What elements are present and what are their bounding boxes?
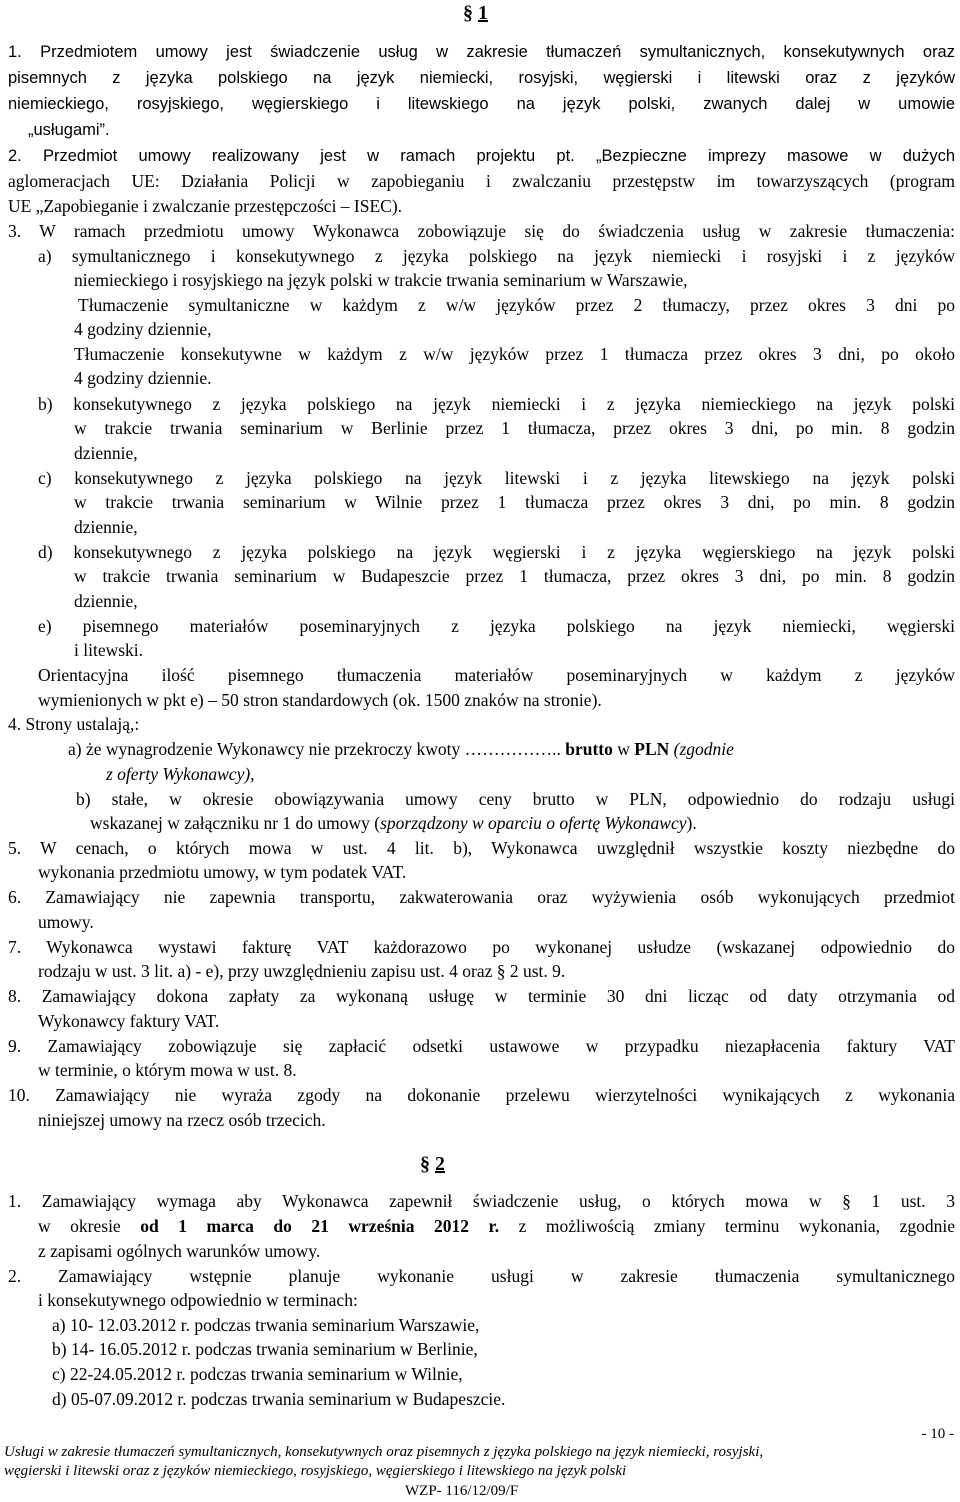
s2-para-1-rest: z możliwością zmiany terminu wykonania, zgodnie xyxy=(499,1216,955,1236)
para-10-line-2: niniejszej umowy na rzecz osób trzecich. xyxy=(38,1110,326,1130)
s2-term-b: b) 14- 16.05.2012 r. podczas trwania seminarium w Berlinie, xyxy=(52,1339,478,1359)
pln-label: PLN xyxy=(634,739,670,759)
orient-line-2: wymienionych w pkt e) – 50 stron standardowych (ok. 1500 znaków na stronie). xyxy=(38,690,602,710)
item-e-line-1: e) pisemnego materiałów poseminaryjnych z języka polskiego na język niemiecki, węgierski xyxy=(38,616,955,636)
para-1-line-4: „usługami”. xyxy=(28,121,110,139)
para-4a-line-2: z oferty Wykonawcy), xyxy=(106,764,255,784)
section-sign: § xyxy=(463,2,473,24)
para-10-line-1: 10. Zamawiający nie wyraża zgody na dokonanie przelewu wierzytelności wynikających z wykonania xyxy=(8,1085,955,1105)
page-number: - 10 - xyxy=(921,1426,954,1442)
brutto-label: brutto xyxy=(565,739,613,759)
item-e-line-2: i litewski. xyxy=(74,640,144,660)
s2-term-c: c) 22-24.05.2012 r. podczas trwania seminarium w Wilnie, xyxy=(52,1364,463,1384)
section-sign: § xyxy=(420,1153,430,1175)
footer-line-1: Usługi w zakresie tłumaczeń symultanicznych, konsekutywnych oraz pisemnych z języka polskiego na język niemiecki, rosyjski, xyxy=(4,1444,764,1460)
item-c-line-2: w trakcie trwania seminarium w Wilnie przez 1 tłumacza przez okres 3 dni, po min. 8 godzin xyxy=(74,492,955,512)
para-5-line-1: 5. W cenach, o których mowa w ust. 4 lit. b), Wykonawca uwzględnił wszystkie koszty niezbędne do xyxy=(8,838,955,858)
para-4b-text: wskazanej w załączniku nr 1 do umowy ( xyxy=(90,813,381,833)
para-6-line-2: umowy. xyxy=(38,912,94,932)
para-4a-w: w xyxy=(612,739,635,759)
para-9-line-1: 9. Zamawiający zobowiązuje się zapłacić odsetki ustawowe w przypadku niezapłacenia faktury VAT xyxy=(8,1036,955,1056)
para-1-line-3: niemieckiego, rosyjskiego, węgierskiego i litewskiego na język polski, zwanych dalej w umowie xyxy=(8,95,955,113)
para-4-line-1: 4. Strony ustalają,: xyxy=(8,714,140,734)
item-a-line-4: 4 godziny dziennie, xyxy=(74,319,212,339)
section-1-heading xyxy=(463,2,488,24)
para-8-line-1: 8. Zamawiający dokona zapłaty za wykonaną usługę w terminie 30 dni licząc od daty otrzymania od xyxy=(8,986,955,1006)
para-7-line-1: 7. Wykonawca wystawi fakturę VAT każdorazowo po wykonanej usłudze (wskazanej odpowiednio do xyxy=(8,937,955,957)
para-1-line-2: pisemnych z języka polskiego na język niemiecki, rosyjski, węgierski i litewski oraz z języków xyxy=(8,69,955,87)
item-a-line-6: 4 godziny dziennie. xyxy=(74,368,212,388)
s2-para-2-line-1: 2. Zamawiający wstępnie planuje wykonanie usługi w zakresie tłumaczenia symultanicznego xyxy=(8,1266,955,1286)
para-2-line-2: aglomeracjach UE: Działania Policji w zapobieganiu i zwalczaniu przestępstw im towarzyszących (program xyxy=(8,171,955,191)
s2-para-1-text: w okresie xyxy=(38,1216,141,1236)
item-d-line-1: d) konsekutywnego z języka polskiego na język węgierski i z języka węgierskiego na język polski xyxy=(38,542,955,562)
s2-para-2-line-2: i konsekutywnego odpowiednio w terminach: xyxy=(38,1290,358,1310)
s2-para-1-line-2 xyxy=(38,1216,955,1236)
para-4b-line-1: b) stałe, w okresie obowiązywania umowy ceny brutto w PLN, odpowiednio do rodzaju usługi xyxy=(76,789,955,809)
para-1-line-1: 1. Przedmiotem umowy jest świadczenie usług w zakresie tłumaczeń symultanicznych, konsekutywnych oraz xyxy=(8,43,955,61)
s2-term-d: d) 05-07.09.2012 r. podczas trwania seminarium w Budapeszcie. xyxy=(52,1389,506,1409)
para-4a-italic-1: (zgodnie xyxy=(669,739,734,759)
item-d-line-2: w trakcie trwania seminarium w Budapeszcie przez 1 tłumacza, przez okres 3 dni, po min. 8 godzin xyxy=(74,566,955,586)
item-b-line-1: b) konsekutywnego z języka polskiego na język niemiecki i z języka niemieckiego na język polski xyxy=(38,394,955,414)
section-number: 2 xyxy=(435,1153,445,1175)
para-2-line-1: 2. Przedmiot umowy realizowany jest w ramach projektu pt. „Bezpieczne imprezy masowe w dużych xyxy=(8,147,955,165)
para-7-line-2: rodzaju w ust. 3 lit. a) - e), przy uwzględnieniu zapisu ust. 4 oraz § 2 ust. 9. xyxy=(38,961,566,981)
item-b-line-2: w trakcie trwania seminarium w Berlinie przez 1 tłumacza, przez okres 3 dni, po min. 8 godzin xyxy=(74,418,955,438)
para-6-line-1: 6. Zamawiający nie zapewnia transportu, zakwaterowania oraz wyżywienia osób wykonujących przedmiot xyxy=(8,887,955,907)
para-4b-italic: sporządzony w oparciu o ofertę Wykonawcy xyxy=(380,813,687,833)
item-b-line-3: dziennie, xyxy=(74,443,138,463)
orient-line-1: Orientacyjna ilość pisemnego tłumaczenia materiałów poseminaryjnych w każdym z języków xyxy=(38,665,955,685)
s2-period-bold: od 1 marca do 21 września 2012 r. xyxy=(140,1216,500,1236)
item-d-line-3: dziennie, xyxy=(74,591,138,611)
item-a-line-1: a) symultanicznego i konsekutywnego z języka polskiego na język niemiecki i rosyjski i z języków xyxy=(38,246,955,266)
s2-para-1-line-1: 1. Zamawiający wymaga aby Wykonawca zapewnił świadczenie usług, o których mowa w § 1 ust. 3 xyxy=(8,1191,955,1211)
item-a-line-3: Tłumaczenie symultaniczne w każdym z w/w języków przez 2 tłumaczy, przez okres 3 dni po xyxy=(78,295,955,315)
para-9-line-2: w terminie, o którym mowa w ust. 8. xyxy=(38,1060,297,1080)
para-2-line-3: UE „Zapobieganie i zwalczanie przestępczości – ISEC). xyxy=(8,196,403,216)
para-5-line-2: wykonania przedmiotu umowy, w tym podatek VAT. xyxy=(38,862,407,882)
item-a-line-2: niemieckiego i rosyjskiego na język polski w trakcie trwania seminarium w Warszawie, xyxy=(74,270,688,290)
s2-para-1-line-3: z zapisami ogólnych warunków umowy. xyxy=(38,1241,321,1261)
item-c-line-1: c) konsekutywnego z języka polskiego na język litewski i z języka litewskiego na język polski xyxy=(38,468,955,488)
para-4a-line-1 xyxy=(68,739,734,759)
section-number: 1 xyxy=(478,2,488,24)
para-4b-end: ). xyxy=(686,813,697,833)
footer-line-2: węgierski i litewski oraz z języków niemieckiego, rosyjskiego, węgierskiego i litewskiego na język polski xyxy=(4,1463,627,1479)
para-4a-text: a) że wynagrodzenie Wykonawcy nie przekroczy kwoty …………….. xyxy=(68,739,566,759)
para-8-line-2: Wykonawcy faktury VAT. xyxy=(38,1011,220,1031)
item-a-line-5: Tłumaczenie konsekutywne w każdym z w/w języków przez 1 tłumacza przez okres 3 dni, po około xyxy=(74,344,955,364)
item-c-line-3: dziennie, xyxy=(74,517,138,537)
para-4b-line-2 xyxy=(90,813,697,833)
section-2-heading xyxy=(420,1153,445,1175)
para-3-line-1: 3. W ramach przedmiotu umowy Wykonawca zobowiązuje się do świadczenia usług w zakresie tłumaczenia: xyxy=(8,221,955,241)
s2-term-a: a) 10- 12.03.2012 r. podczas trwania seminarium Warszawie, xyxy=(52,1315,480,1335)
footer-ref: WZP- 116/12/09/F xyxy=(405,1483,519,1499)
